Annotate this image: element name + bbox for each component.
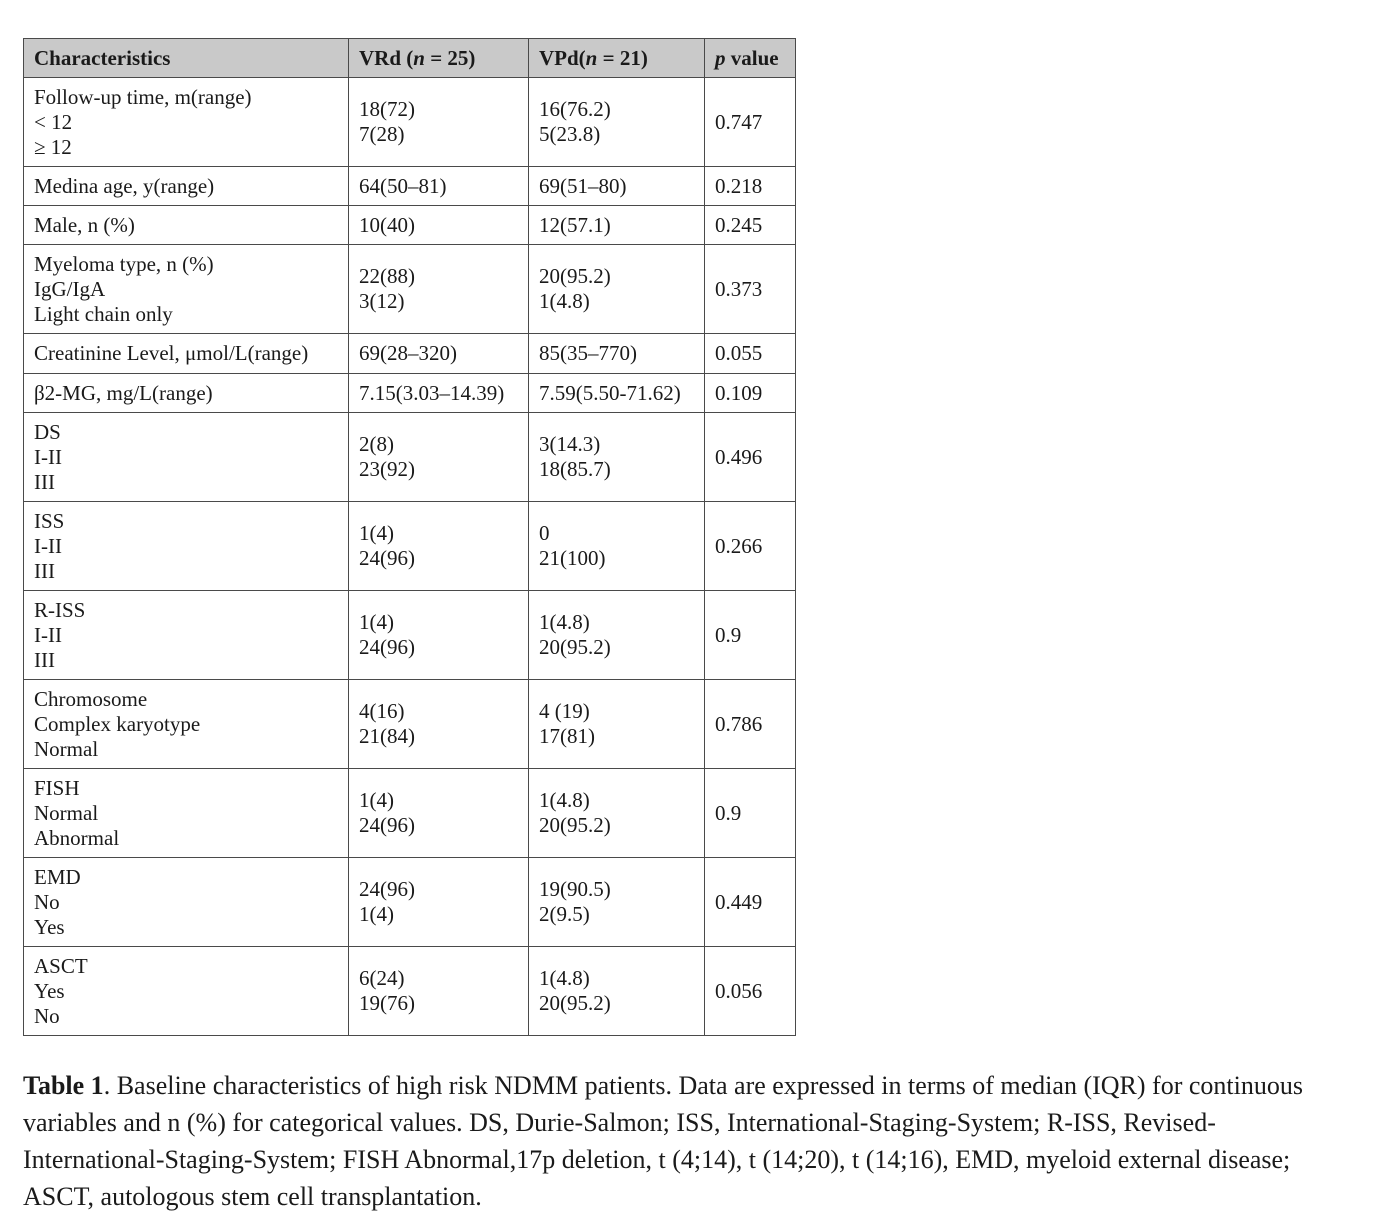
table-row [24,167,796,206]
cell-line: Light chain only [34,301,173,326]
table-row [24,502,796,591]
cell-line: 0.373 [715,276,763,301]
characteristic-cell [24,591,349,680]
cell-line: ASCT [34,953,88,978]
cell-line: No [34,1003,60,1028]
cell-line: 1(4.8) [539,788,590,812]
vrd-cell [349,413,529,502]
cell-line: 17(81) [539,724,595,748]
p-value-cell [705,206,796,245]
characteristic-cell [24,680,349,769]
cell-line: 1(4) [359,902,394,926]
vpd-cell [529,502,705,591]
caption-text: . Baseline characteristics of high risk NDMM patients. Data are expressed in terms of median (IQR) for continuous variables and n (%) for categorical values. DS, Durie-Salmon; ISS, International-Staging-System; R-ISS, Revised-International-Staging-System; FISH Abnormal,17p deletion, t (4;14), t (14;20), t (14;16), EMD, myeloid external disease; ASCT, autologous stem cell transplantation. [23,1071,1303,1211]
p-value-cell [705,947,796,1036]
cell-line: ISS [34,508,65,533]
p-value-cell [705,167,796,206]
cell-line: Myeloma type, n (%) [34,251,214,276]
characteristic-cell [24,245,349,334]
header-p-value: p value [705,39,796,78]
cell-line: 10(40) [359,212,415,237]
cell-line: 20(95.2) [539,813,611,837]
characteristic-cell [24,947,349,1036]
vpd-cell [529,334,705,374]
cell-line: 0.056 [715,978,763,1003]
p-value-cell [705,78,796,167]
p-value-cell [705,502,796,591]
cell-line: 24(96) [359,877,415,901]
cell-line: 21(84) [359,724,415,748]
cell-line: 24(96) [359,546,415,570]
cell-line: 20(95.2) [539,635,611,659]
vrd-cell [349,245,529,334]
cell-line: 0.449 [715,889,763,914]
cell-line: Medina age, y(range) [34,173,215,198]
characteristic-cell [24,769,349,858]
cell-line: β2-MG, mg/L(range) [34,380,213,405]
cell-line: 0.245 [715,212,763,237]
cell-line: Complex karyotype [34,711,201,736]
cell-line: 0.9 [715,622,742,647]
cell-line: 1(4) [359,788,394,812]
cell-line: 16(76.2) [539,97,611,121]
cell-line: 7.59(5.50-71.62) [539,380,681,405]
table-row [24,78,796,167]
cell-line: 3(12) [359,289,405,313]
baseline-characteristics-table [23,38,796,1036]
cell-line: 3(14.3) [539,432,601,456]
cell-line: 0.9 [715,800,742,825]
cell-line: 23(92) [359,457,415,481]
p-value-cell [705,769,796,858]
vpd-cell [529,947,705,1036]
cell-line: 0.218 [715,173,763,198]
vrd-cell [349,769,529,858]
cell-line: 18(72) [359,97,415,121]
vpd-cell [529,206,705,245]
table-row [24,769,796,858]
vpd-cell [529,245,705,334]
cell-line: 1(4) [359,521,394,545]
cell-line: FISH [34,775,80,800]
cell-line: I-II [34,533,62,558]
header-vrd: VRd (n = 25) [349,39,529,78]
cell-line: DS [34,419,61,444]
cell-line: 85(35–770) [539,341,637,365]
cell-line: I-II [34,444,62,469]
cell-line: 19(90.5) [539,877,611,901]
table-row [24,858,796,947]
cell-line: 0 [539,521,550,545]
cell-line: Yes [34,978,65,1003]
characteristic-cell [24,413,349,502]
header-vpd: VPd(n = 21) [529,39,705,78]
vrd-cell [349,502,529,591]
cell-line: Abnormal [34,825,120,850]
vrd-cell [349,334,529,374]
vpd-cell [529,413,705,502]
cell-line: Male, n (%) [34,212,135,237]
cell-line: 21(100) [539,546,606,570]
cell-line: 0.747 [715,109,763,134]
vpd-cell [529,591,705,680]
vpd-cell [529,78,705,167]
cell-line: 0.496 [715,444,763,469]
cell-line: 0.055 [715,341,763,365]
cell-line: Chromosome [34,686,148,711]
cell-line: 69(51–80) [539,173,627,198]
vrd-cell [349,591,529,680]
table-row [24,413,796,502]
cell-line: 20(95.2) [539,991,611,1015]
caption-label: Table 1 [23,1071,104,1100]
cell-line: 5(23.8) [539,122,601,146]
table-caption [23,1067,1343,1215]
cell-line: 2(8) [359,432,394,456]
cell-line: No [34,889,60,914]
cell-line: 69(28–320) [359,341,457,365]
vpd-cell [529,374,705,413]
cell-line: EMD [34,864,81,889]
cell-line: III [34,558,55,583]
characteristic-cell [24,502,349,591]
characteristic-cell [24,167,349,206]
cell-line: ≥ 12 [34,134,72,159]
header-characteristics: Characteristics [24,39,349,78]
cell-line: III [34,647,55,672]
vpd-cell [529,167,705,206]
cell-line: 7.15(3.03–14.39) [359,380,505,405]
cell-line: 1(4.8) [539,610,590,634]
cell-line: 18(85.7) [539,457,611,481]
vrd-cell [349,947,529,1036]
header-row [24,39,796,78]
cell-line: Follow-up time, m(range) [34,84,252,109]
table-body [24,78,796,1036]
vpd-cell [529,769,705,858]
table-row [24,947,796,1036]
cell-line: 24(96) [359,635,415,659]
table-row [24,206,796,245]
cell-line: R-ISS [34,597,86,622]
table-row [24,680,796,769]
cell-line: I-II [34,622,62,647]
cell-line: 19(76) [359,991,415,1015]
cell-line: 1(4) [359,610,394,634]
table-row [24,374,796,413]
cell-line: 20(95.2) [539,264,611,288]
cell-line: < 12 [34,109,73,134]
cell-line: IgG/IgA [34,276,106,301]
characteristic-cell [24,374,349,413]
characteristic-cell [24,78,349,167]
cell-line: 24(96) [359,813,415,837]
table-row [24,245,796,334]
vpd-cell [529,858,705,947]
p-value-cell [705,334,796,374]
table-header [24,39,796,78]
cell-line: 6(24) [359,966,405,990]
cell-line: Yes [34,914,65,939]
vrd-cell [349,858,529,947]
vrd-cell [349,206,529,245]
vrd-cell [349,374,529,413]
cell-line: 12(57.1) [539,212,611,237]
vrd-cell [349,78,529,167]
p-value-cell [705,413,796,502]
p-value-cell [705,374,796,413]
p-value-cell [705,858,796,947]
vrd-cell [349,167,529,206]
cell-line: 0.109 [715,380,763,405]
vrd-cell [349,680,529,769]
cell-line: Normal [34,736,99,761]
cell-line: 0.786 [715,711,763,736]
cell-line: 1(4.8) [539,966,590,990]
vpd-cell [529,680,705,769]
cell-line: 64(50–81) [359,173,447,198]
cell-line: 2(9.5) [539,902,590,926]
characteristic-cell [24,334,349,374]
table-row [24,334,796,374]
characteristic-cell [24,858,349,947]
p-value-cell [705,680,796,769]
p-value-cell [705,591,796,680]
cell-line: 7(28) [359,122,405,146]
cell-line: 1(4.8) [539,289,590,313]
cell-line: 4 (19) [539,699,590,723]
cell-line: 0.266 [715,533,763,558]
cell-line: 22(88) [359,264,415,288]
cell-line: III [34,469,55,494]
table-row [24,591,796,680]
cell-line: 4(16) [359,699,405,723]
cell-line: Normal [34,800,99,825]
characteristic-cell [24,206,349,245]
cell-line: Creatinine Level, μmol/L(range) [34,341,309,365]
p-value-cell [705,245,796,334]
